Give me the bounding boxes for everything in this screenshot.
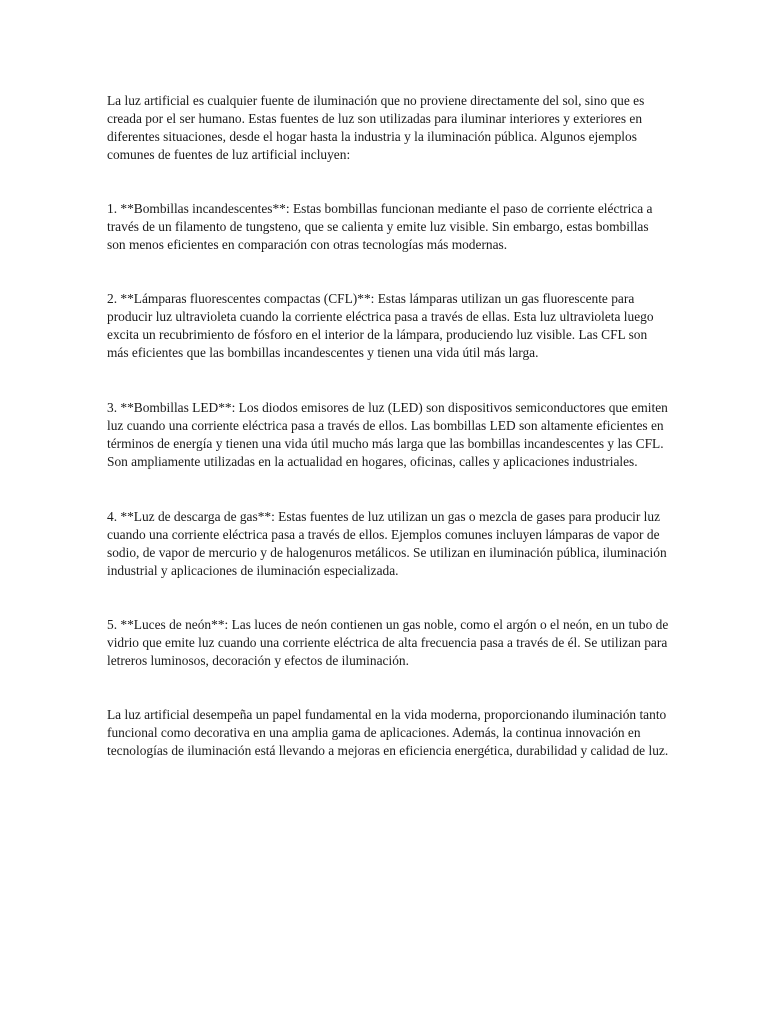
list-item-cfl-lamps: 2. **Lámparas fluorescentes compactas (CFL)**: Estas lámparas utilizan un gas fluorescente para producir luz ultravioleta cuando la corriente eléctrica pasa a través de ellas. Esta luz ultravioleta luego excita un recubrimiento de fósforo en el interior de la lámpara, produciendo luz visible. Las CFL son más eficientes que las bombillas incandescentes y tienen una vida útil más larga. bbox=[107, 291, 654, 360]
list-item-gas-discharge: 4. **Luz de descarga de gas**: Estas fuentes de luz utilizan un gas o mezcla de gases para producir luz cuando una corriente eléctrica pasa a través de ellos. Ejemplos comunes incluyen lámparas de vapor de sodio, de vapor de mercurio y de halogenuros metálicos. Se utilizan en iluminación pública, iluminación industrial y aplicaciones de iluminación especializada. bbox=[107, 509, 667, 578]
list-item-led-bulbs: 3. **Bombillas LED**: Los diodos emisores de luz (LED) son dispositivos semiconductores que emiten luz cuando una corriente eléctrica pasa a través de ellos. Las bombillas LED son altamente eficientes en términos de energía y tienen una vida útil mucho más larga que las bombillas incandescentes y las CFL. Son ampliamente utilizadas en la actualidad en hogares, oficinas, calles y aplicaciones industriales. bbox=[107, 400, 668, 469]
intro-paragraph: La luz artificial es cualquier fuente de iluminación que no proviene directamente del sol, sino que es creada por el ser humano. Estas fuentes de luz son utilizadas para iluminar interiores y exteriores en diferentes situaciones, desde el hogar hasta la industria y la iluminación pública. Algunos ejemplos comunes de fuentes de luz artificial incluyen: bbox=[107, 93, 645, 162]
list-item-neon-lights: 5. **Luces de neón**: Las luces de neón contienen un gas noble, como el argón o el neón, en un tubo de vidrio que emite luz cuando una corriente eléctrica de alta frecuencia pasa a través de él. Se utilizan para letreros luminosos, decoración y efectos de iluminación. bbox=[107, 617, 669, 668]
document-page bbox=[107, 92, 669, 760]
conclusion-paragraph: La luz artificial desempeña un papel fundamental en la vida moderna, proporcionando iluminación tanto funcional como decorativa en una amplia gama de aplicaciones. Además, la continua innovación en tecnologías de iluminación está llevando a mejoras en eficiencia energética, durabilidad y calidad de luz. bbox=[107, 707, 669, 758]
list-item-incandescent-bulbs: 1. **Bombillas incandescentes**: Estas bombillas funcionan mediante el paso de corriente eléctrica a través de un filamento de tungsteno, que se calienta y emite luz visible. Sin embargo, estas bombillas son menos eficientes en comparación con otras tecnologías más modernas. bbox=[107, 201, 653, 252]
